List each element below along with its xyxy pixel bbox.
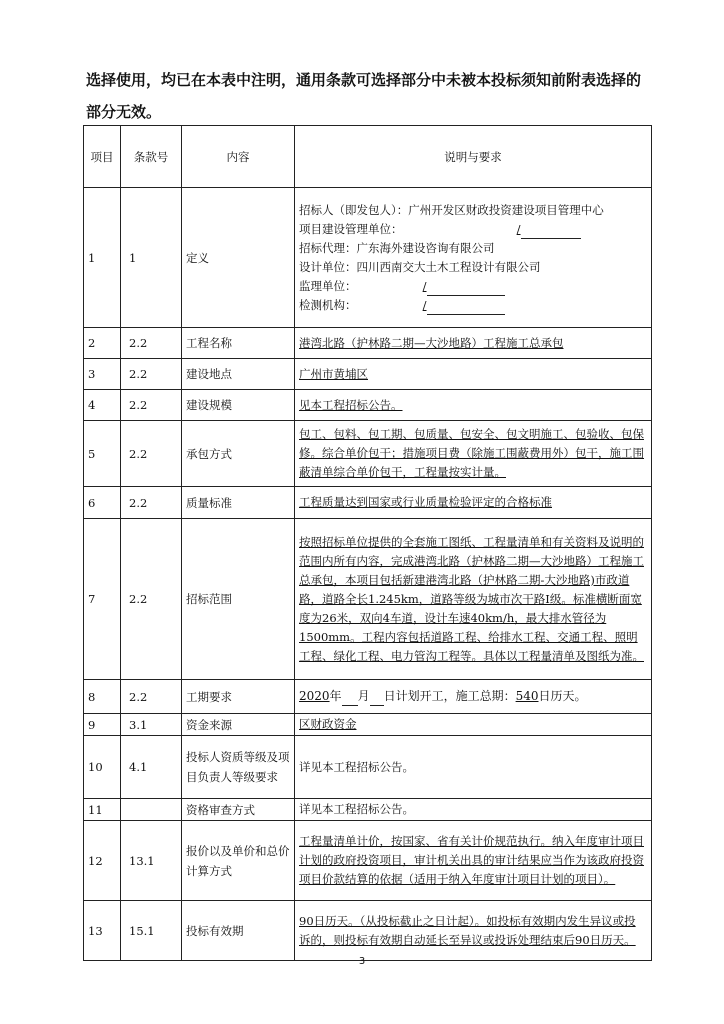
description-cell: 详见本工程招标公告。 xyxy=(295,799,652,821)
definition-tenderer: 招标人（即发包人）：广州开发区财政投资建设项目管理中心 xyxy=(299,202,604,217)
table-row xyxy=(84,390,652,421)
content-cell: 质量标准 xyxy=(182,487,295,519)
description-cell: 港湾北路（护林路二期—大沙地路）工程施工总承包 xyxy=(295,328,652,359)
header-content: 内容 xyxy=(182,126,295,188)
clause-number: 2.2 xyxy=(121,421,182,487)
table-row xyxy=(84,328,652,359)
definition-designer: 设计单位：四川西南交大土木工程设计有限公司 xyxy=(299,259,541,274)
row-number: 2 xyxy=(84,328,121,359)
table-row xyxy=(84,487,652,519)
row-number: 11 xyxy=(84,799,121,821)
table-row xyxy=(84,821,652,901)
clause-number: 2.2 xyxy=(121,487,182,519)
row-number: 6 xyxy=(84,487,121,519)
description-cell: 包工、包料、包工期、包质量、包安全、包文明施工、包验收、包保修。综合单价包干；措施项目费（除施工围蔽费用外）包干，施工围蔽清单综合单价包干，工程量按实计量。 xyxy=(295,421,652,487)
content-cell: 建设规模 xyxy=(182,390,295,421)
definition-inspection: 检测机构： / xyxy=(299,296,647,315)
clause-number: 2.2 xyxy=(121,519,182,680)
table-row xyxy=(84,901,652,961)
clause-number: 3.1 xyxy=(121,714,182,736)
description-cell: 工程量清单计价，按国家、省有关计价规范执行。纳入年度审计项目计划的政府投资项目，审计机关出具的审计结果应当作为该政府投资项目价款结算的依据（适用于纳入年度审计项目计划的项目）。 xyxy=(295,821,652,901)
content-cell: 投标有效期 xyxy=(182,901,295,961)
content-cell: 招标范围 xyxy=(182,519,295,680)
content-cell: 工程名称 xyxy=(182,328,295,359)
table-row xyxy=(84,421,652,487)
description-cell: 见本工程招标公告。 xyxy=(295,390,652,421)
row-number: 13 xyxy=(84,901,121,961)
content-cell: 资格审查方式 xyxy=(182,799,295,821)
clause-number: 13.1 xyxy=(121,821,182,901)
clause-number xyxy=(121,799,182,821)
content-cell: 承包方式 xyxy=(182,421,295,487)
row-number: 9 xyxy=(84,714,121,736)
row-number: 5 xyxy=(84,421,121,487)
description-cell: 广州市黄埔区 xyxy=(295,359,652,390)
intro-line-1: 选择使用，均已在本表中注明，通用条款可选择部分中未被本投标须知前附表选择的 xyxy=(86,71,642,89)
clause-number: 2.2 xyxy=(121,680,182,714)
clause-number: 4.1 xyxy=(121,736,182,799)
definition-supervisor: 监理单位： / xyxy=(299,277,647,296)
table-row xyxy=(84,519,652,680)
intro-text xyxy=(86,64,656,128)
clause-number: 2.2 xyxy=(121,390,182,421)
content-cell: 工期要求 xyxy=(182,680,295,714)
content-cell: 报价以及单价和总价计算方式 xyxy=(182,821,295,901)
description-cell: 详见本工程招标公告。 xyxy=(295,736,652,799)
row-number: 7 xyxy=(84,519,121,680)
table-row xyxy=(84,714,652,736)
table-header-row xyxy=(84,126,652,188)
clause-number: 2.2 xyxy=(121,328,182,359)
header-description: 说明与要求 xyxy=(295,126,652,188)
clause-number: 15.1 xyxy=(121,901,182,961)
content-cell: 资金来源 xyxy=(182,714,295,736)
description-cell: 工程质量达到国家或行业质量检验评定的合格标准 xyxy=(295,487,652,519)
row-number: 10 xyxy=(84,736,121,799)
intro-line-2: 部分无效。 xyxy=(86,103,162,121)
table-row xyxy=(84,680,652,714)
row-number: 8 xyxy=(84,680,121,714)
clause-number: 2.2 xyxy=(121,359,182,390)
row-number: 3 xyxy=(84,359,121,390)
description-cell: 区财政资金 xyxy=(295,714,652,736)
table-row xyxy=(84,188,652,328)
header-item: 项目 xyxy=(84,126,121,188)
clause-number: 1 xyxy=(121,188,182,328)
row-number: 12 xyxy=(84,821,121,901)
page-number: 3 xyxy=(358,956,366,967)
row-number: 4 xyxy=(84,390,121,421)
definition-agent: 招标代理：广东海外建设咨询有限公司 xyxy=(299,240,495,255)
header-clause: 条款号 xyxy=(121,126,182,188)
description-cell: 2020年 月 日计划开工，施工总期：540日历天。 xyxy=(295,680,652,714)
content-cell: 建设地点 xyxy=(182,359,295,390)
content-cell: 定义 xyxy=(182,188,295,328)
bid-instructions-table xyxy=(83,125,652,961)
table-row xyxy=(84,799,652,821)
description-cell xyxy=(295,188,652,328)
row-number: 1 xyxy=(84,188,121,328)
content-cell: 投标人资质等级及项目负责人等级要求 xyxy=(182,736,295,799)
definition-manager: 项目建设管理单位： / xyxy=(299,220,647,239)
description-cell: 90日历天。（从投标截止之日计起）。如投标有效期内发生异议或投诉的，则投标有效期自动延长至异议或投诉处理结束后90日历天。 xyxy=(295,901,652,961)
table-row xyxy=(84,359,652,390)
description-cell: 按照招标单位提供的全套施工图纸、工程量清单和有关资料及说明的范围内所有内容，完成港湾北路（护林路二期—大沙地路）工程施工总承包，本项目包括新建港湾北路（护林路二期-大沙地路)市政道路，道路全长1.245km，道路等级为城市次干路Ⅰ级。标准横断面宽度为26米，双向4车道，设计车速40km/h，最大排水管径为1500mm。工程内容包括道路工程、给排水工程、交通工程、照明工程、绿化工程、电力管沟工程等。具体以工程量清单及图纸为准。 xyxy=(295,519,652,680)
table-row xyxy=(84,736,652,799)
